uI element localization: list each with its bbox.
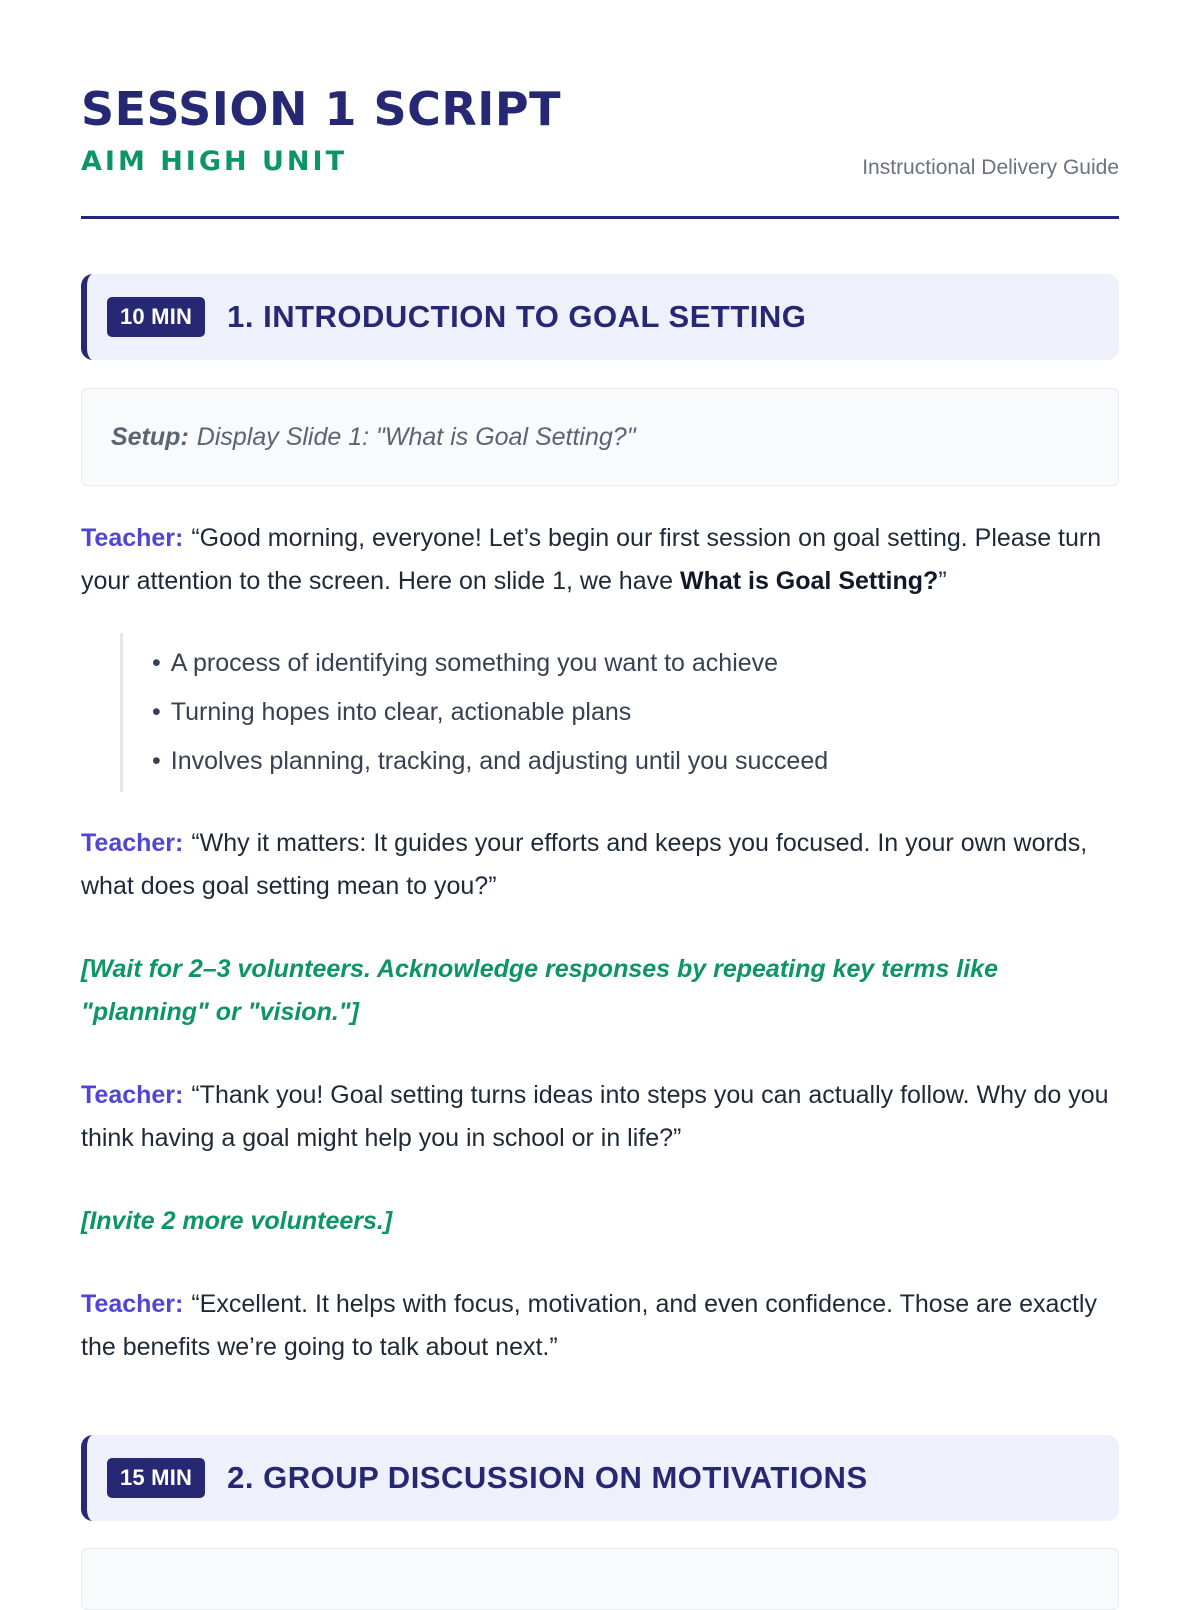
teacher-line (81, 517, 1119, 603)
section-group-discussion (81, 1435, 1119, 1610)
quote-close: ” (938, 567, 947, 595)
setup-note (81, 388, 1119, 486)
section-title: 2. GROUP DISCUSSION ON MOTIVATIONS (227, 1460, 868, 1495)
section-header (81, 1435, 1119, 1521)
unit-subtitle: AIM HIGH UNIT (81, 146, 347, 177)
teacher-line (81, 1283, 1119, 1369)
teacher-label: Teacher: (81, 1290, 184, 1318)
section-title: 1. INTRODUCTION TO GOAL SETTING (227, 299, 807, 334)
emphasis-text: What is Goal Setting? (679, 567, 939, 595)
time-badge: 10 MIN (107, 297, 205, 337)
teacher-label: Teacher: (81, 829, 184, 857)
slide-bullet-list (120, 633, 1119, 792)
guide-label: Instructional Delivery Guide (862, 156, 1119, 179)
teacher-label: Teacher: (81, 524, 184, 552)
list-item: • Turning hopes into clear, actionable plans (152, 688, 1119, 737)
teacher-speech: “Thank you! Goal setting turns ideas into steps you can actually follow. Why do you think having a goal might help you in school or in life?” (81, 1081, 1109, 1152)
stage-direction: [Wait for 2–3 volunteers. Acknowledge responses by repeating key terms like "planning" or "vision."] (81, 955, 998, 1026)
setup-text: Display Slide 1: "What is Goal Setting?" (196, 422, 636, 451)
section-introduction (81, 274, 1119, 1369)
teacher-speech: “Why it matters: It guides your efforts and keeps you focused. In your own words, what does goal setting mean to you?” (81, 829, 1088, 900)
teacher-line (81, 822, 1119, 908)
setup-note (81, 1548, 1119, 1610)
list-item: • Involves planning, tracking, and adjusting until you succeed (152, 737, 1119, 786)
list-item: • A process of identifying something you want to achieve (152, 639, 1119, 688)
teacher-label: Teacher: (81, 1081, 184, 1109)
stage-direction: [Invite 2 more volunteers.] (81, 1207, 393, 1235)
teacher-speech: “Excellent. It helps with focus, motivation, and even confidence. Those are exactly the benefits we’re going to talk about next.” (81, 1290, 1097, 1361)
teacher-speech: “Good morning, everyone! Let’s begin our first session on goal setting. Please turn your attention to the screen. Here on slide 1, we have (81, 524, 1102, 595)
time-badge: 15 MIN (107, 1458, 205, 1498)
page-title: SESSION 1 SCRIPT (81, 82, 562, 136)
teacher-line (81, 1074, 1119, 1160)
setup-label: Setup: (111, 422, 189, 451)
section-header (81, 274, 1119, 360)
document-header (81, 80, 1119, 219)
